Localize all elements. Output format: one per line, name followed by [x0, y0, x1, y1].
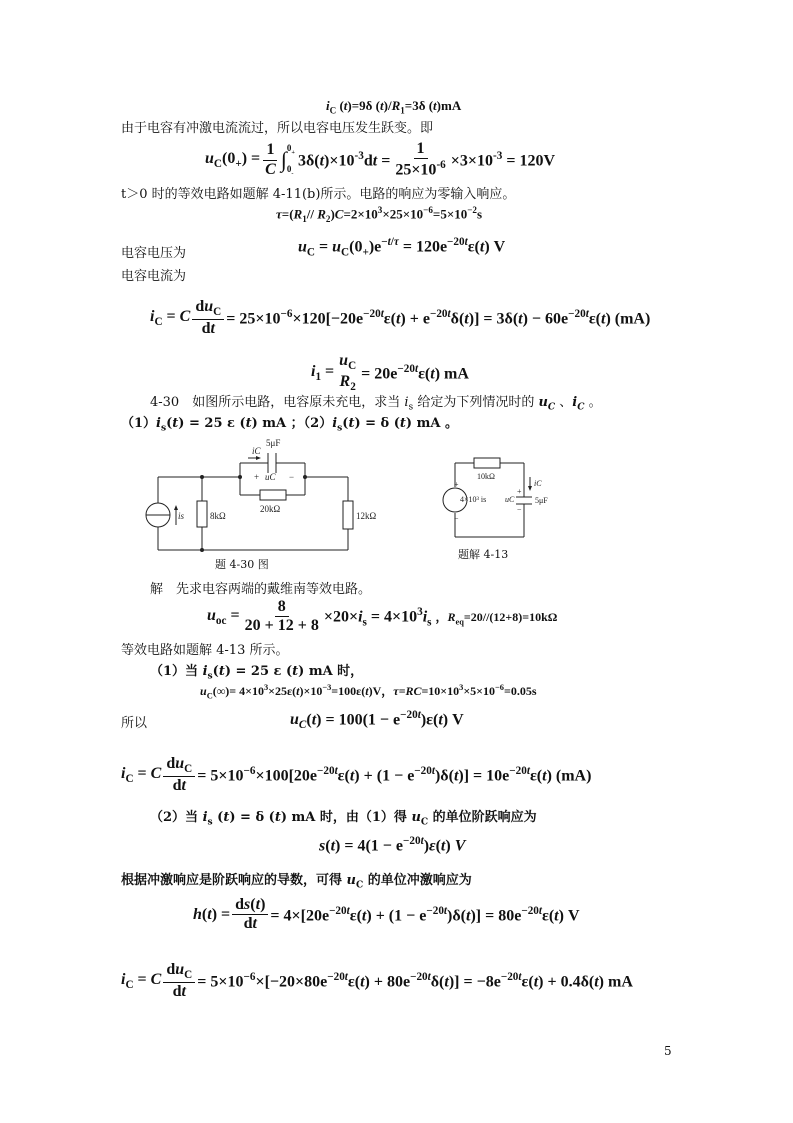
eq-uc-inf: $u_C(\infty)= 4\times 10^3\times 25\varepsilon(t)\times 10^{-3}=100\varepsilon(t)V$，$\tau=RC=10\times 10^3\times 5\times 10^{-6}=0.05s$	[200, 683, 537, 701]
r8k-label: 8kΩ	[210, 511, 226, 521]
figure-caption-4-30: 题 4-30 图	[215, 558, 269, 571]
eq-i1: $i_1$ = $u_C$ $R_2$ = $20e^{-20t}\varepsilon(t)$ mA	[311, 352, 469, 394]
case-1-header: （1）当 $i_s(t) = 25$ ε (t) mA 时，	[150, 664, 364, 682]
figure-caption-4-13: 题解 4-13	[458, 548, 509, 561]
text-capacitor-jump: 由于电容有冲激电流流过，所以电容电压发生跃变。即	[121, 121, 434, 136]
text-impulse-derivation: 根据冲激响应是阶跃响应的导数，可得 $u_C$ 的单位冲激响应为	[121, 873, 472, 891]
uc-label: uC	[265, 472, 276, 482]
eq-step-response: $s(t) = 4(1 - e^{-20t})\varepsilon(t)$ V	[319, 835, 466, 855]
plus-sign-3: +	[517, 487, 522, 496]
case-2-header: （2）当 $i_s$ (t) = δ (t) mA 时，由（1）得 $u_C$ 的单位阶跃响应为	[150, 810, 537, 828]
r10k-label: 10kΩ	[477, 472, 495, 481]
eq-uc: $u_C = u_C(0_+)e^{-t/\tau} = 120e^{-20t}\varepsilon(t)$ V	[298, 236, 506, 259]
minus-sign-3: −	[517, 505, 522, 514]
minus-sign: −	[289, 472, 295, 482]
solution-intro: 解 先求电容两端的戴维南等效电路。	[150, 582, 372, 597]
cap-5uF-label-2: 5μF	[535, 496, 548, 505]
eq-ic-1: $i_C = C$ $\frac{du_C}{dt}$ = $25\times 10^{-6}\times 120[-20e^{-20t}\varepsilon(t) + e^{-20t}\delta(t)] = 3\delta(t) - 60e^{-20t}\varepsilon(t)$ (mA)	[150, 298, 651, 338]
label-so: 所以	[121, 716, 148, 731]
r20k-label: 20kΩ	[260, 504, 281, 514]
eq-uc-step: $u_C(t) = 100(1 - e^{-20t})\varepsilon(t)$ V	[290, 709, 464, 732]
ic-label: iC	[252, 446, 261, 456]
r12k-label: 12kΩ	[356, 511, 377, 521]
text-equivalent-circuit: 等效电路如题解 4-13 所示。	[121, 643, 289, 658]
cap-5uF-label: 5μF	[266, 438, 281, 448]
problem-4-30-cases: $(1)i_s(t) = 25$ ε (t) mA ；$(2)i_s(t) = \delta$ (t) mA 。	[121, 416, 458, 434]
minus-sign-2: −	[454, 514, 459, 523]
eq-ic-impulse: $i_C = C$ $\frac{du_C}{dt}$ = $5\times 10^{-6}\times[-20\times 80e^{-20t}\varepsilon(t) + 80e^{-20t}\delta(t)] = -8e^{-20t}\varepsilon(t) + 0.4\delta(t)$ mA	[121, 961, 633, 1001]
eq-uoc: $u_{oc}$ = $\frac{8}{20 + 12 + 8}$ $\times 20\times i_s = 4\times 10^3i_s$ ，$R_{eq}=20//(12+8)=10k\Omega$	[207, 598, 558, 635]
text-t-greater-0: t＞0 时的等效电路如题解 4-11(b)所示。电路的响应为零输入响应。	[121, 187, 516, 202]
is-label: is	[178, 511, 185, 521]
eq-tau: $\tau=(R_1//$ $R_2)C=2\times 10^3\times 25\times 10^{-6}=5\times 10^{-2}s$	[276, 205, 483, 224]
label-capacitor-current: 电容电流为	[121, 269, 187, 284]
plus-sign-2: +	[454, 480, 459, 489]
problem-4-30: 4-30 如图所示电路，电容原未充电，求当 $i_s$ 给定为下列情况时的 $u_C$ 、$i_C$ 。	[150, 395, 602, 413]
eq-ic-step: $i_C = C$ $\frac{du_C}{dt}$ = $5\times 10^{-6}\times 100[20e^{-20t}\varepsilon(t) + (1 - e^{-20t})\delta(t)] = 10e^{-20t}\varepsilon(t)$ (mA)	[121, 755, 592, 795]
eq-ic-impulse: $i_C$ (t)=9δ $(t)/R_1=3\delta$ (t)mA	[326, 98, 462, 116]
circuit-figure-4-13	[440, 455, 560, 550]
source-label: 4×10³ is	[460, 495, 487, 504]
page-number: 5	[664, 1044, 672, 1058]
uc-label-2: uC	[505, 495, 515, 504]
label-capacitor-voltage: 电容电压为	[121, 246, 187, 261]
plus-sign: +	[254, 472, 260, 482]
eq-uc-0plus: $u_C(0_+)$ = $\frac{1}{C}$ ∫ $0_+$ $0_-$ $3\delta(t)\times 10^{-3}dt$ = $\frac{1}{25\times 10^{-6}}$ $\times 3\times 10^{-3} = 120V$	[205, 140, 555, 179]
ic-label-2: iC	[534, 479, 542, 488]
eq-impulse-response: h(t) = $\frac{ds(t)}{dt}$ = $4\times[20e^{-20t}\varepsilon(t) + (1 - e^{-20t})\delta(t)] = 80e^{-20t}\varepsilon(t)$ V	[193, 896, 580, 933]
circuit-figure-4-30	[140, 433, 380, 573]
